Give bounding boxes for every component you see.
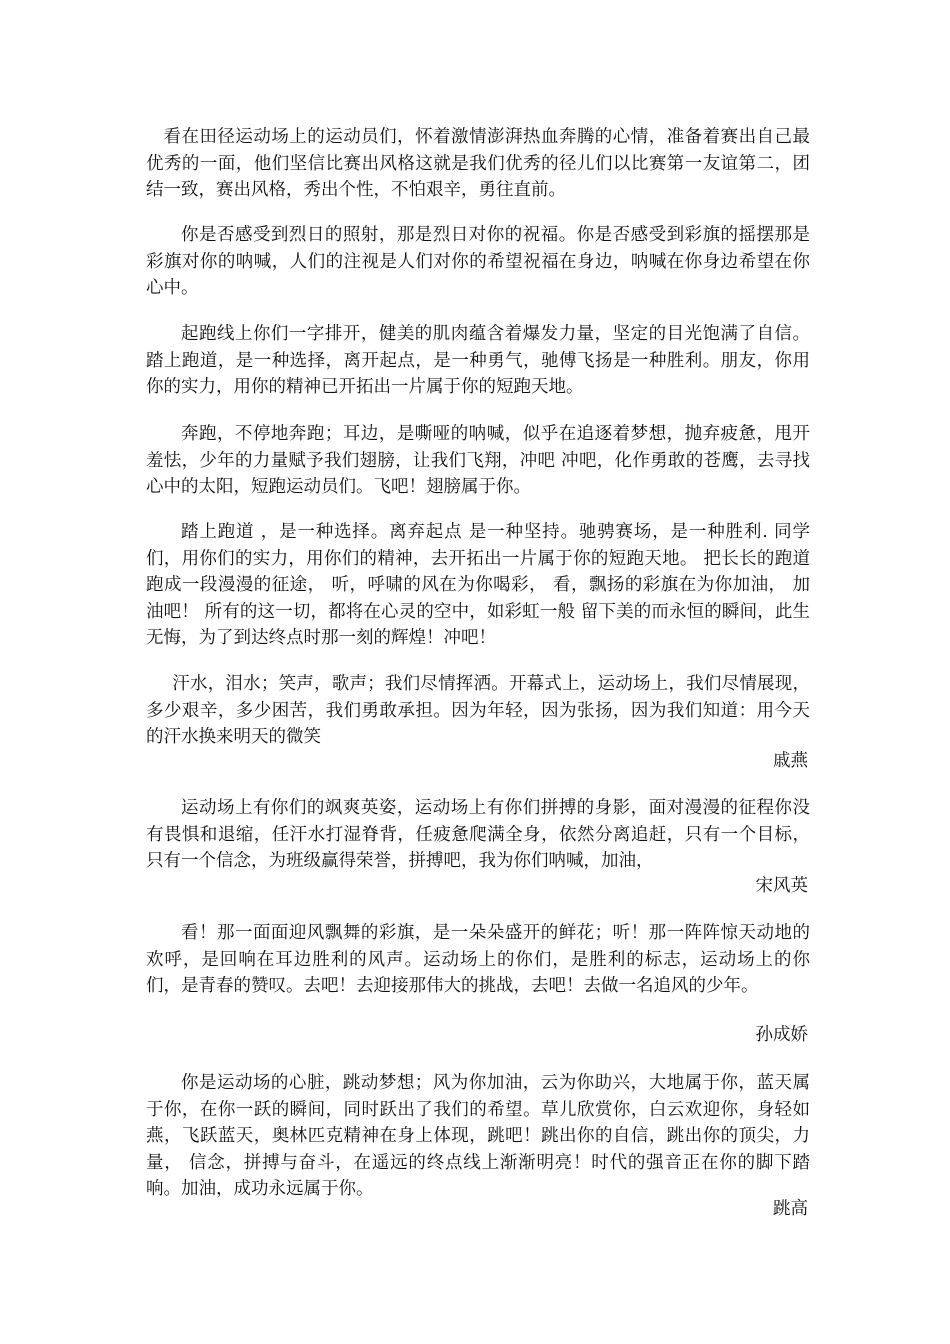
paragraph-2: 你是否感受到烈日的照射，那是烈日对你的祝福。你是否感受到彩旗的摇摆那是彩旗对你的呐喊，人们的注视是人们对你的希望祝福在身边，呐喊在你身边希望在你心中。 — [146, 225, 810, 298]
paragraph-3: 起跑线上你们一字排开，健美的肌肉蕴含着爆发力量，坚定的目光饱满了自信。踏上跑道，是一种选择，离开起点，是一种勇气，驰傅飞扬是一种胜利。朋友，你用你的实力，用你的精神已开拓出一片属于你的短跑天地。 — [146, 324, 810, 397]
paragraph-8: 看！那一面面迎风飘舞的彩旗，是一朵朵盛开的鲜花；听！那一阵阵惊天动地的欢呼，是回响在耳边胜利的风声。运动场上的你们，是胜利的标志，运动场上的你们，是青春的赞叹。去吧！去迎接那伟大的挑战，去吧！去做一名追风的少年。 — [146, 923, 810, 996]
paragraph-7: 运动场上有你们的飒爽英姿，运动场上有你们拼搏的身影，面对漫漫的征程你没有畏惧和退缩，任汗水打湿脊背，任疲惫爬满全身，依然分离追赶，只有一个目标， 只有一个信念，为班级赢得荣誉，拼搏吧，我为你们呐喊，加油， — [146, 798, 810, 871]
paragraph-9: 你是运动场的心脏，跳动梦想；风为你加油，云为你助兴，大地属于你，蓝天属于你，在你一跃的瞬间，同时跃出了我们的希望。草儿欣赏你，白云欢迎你，身轻如燕，飞跃蓝天，奥林匹克精神在身上体现，跳吧！跳出你的自信，跳出你的顶尖，力量， 信念，拼搏与奋斗，在遥远的终点线上渐渐明亮！时代的强音正在你的脚下踏响。加油，成功永远属于你。 — [146, 1073, 810, 1199]
signature-4: 跳高 — [773, 1199, 808, 1219]
signature-3: 孙成娇 — [755, 1025, 808, 1045]
paragraph-5: 踏上跑道 ，是一种选择。离弃起点 是一种坚持。驰骋赛场，是一种胜利. 同学们，用你们的实力，用你们的精神，去开拓出一片属于你的短跑天地。 把长长的跑道跑成一段漫漫的征途， 听，呼啸的风在为你喝彩， 看，飘扬的彩旗在为你加油， 加油吧！ 所有的这一切，都将在心灵的空中，如彩虹一般 留下美的而永恒的瞬间，此生无悔，为了到达终点时那一刻的辉煌！冲吧！ — [146, 522, 810, 648]
paragraph-6: 汗水，泪水；笑声，歌声；我们尽情挥洒。开幕式上，运动场上，我们尽情展现，多少艰辛，多少困苦，我们勇敢承担。因为年轻，因为张扬，因为我们知道：用今天的汗水换来明天的微笑 — [146, 674, 810, 747]
signature-2: 宋风英 — [755, 876, 808, 896]
paragraph-4: 奔跑，不停地奔跑；耳边，是嘶哑的呐喊，似乎在追逐着梦想，抛弃疲惫，甩开羞怯，少年的力量赋予我们翅膀，让我们飞翔，冲吧 冲吧，化作勇敢的苍鹰，去寻找心中的太阳，短跑运动员们。飞吧！翅膀属于你。 — [146, 424, 810, 497]
signature-1: 戚燕 — [773, 751, 808, 771]
paragraph-1: 看在田径运动场上的运动员们，怀着激情澎湃热血奔腾的心情，准备着赛出自己最优秀的一面，他们坚信比赛出风格这就是我们优秀的径儿们以比赛第一友谊第二，团结一致，赛出风格，秀出个性，不怕艰辛，勇往直前。 — [146, 127, 810, 200]
